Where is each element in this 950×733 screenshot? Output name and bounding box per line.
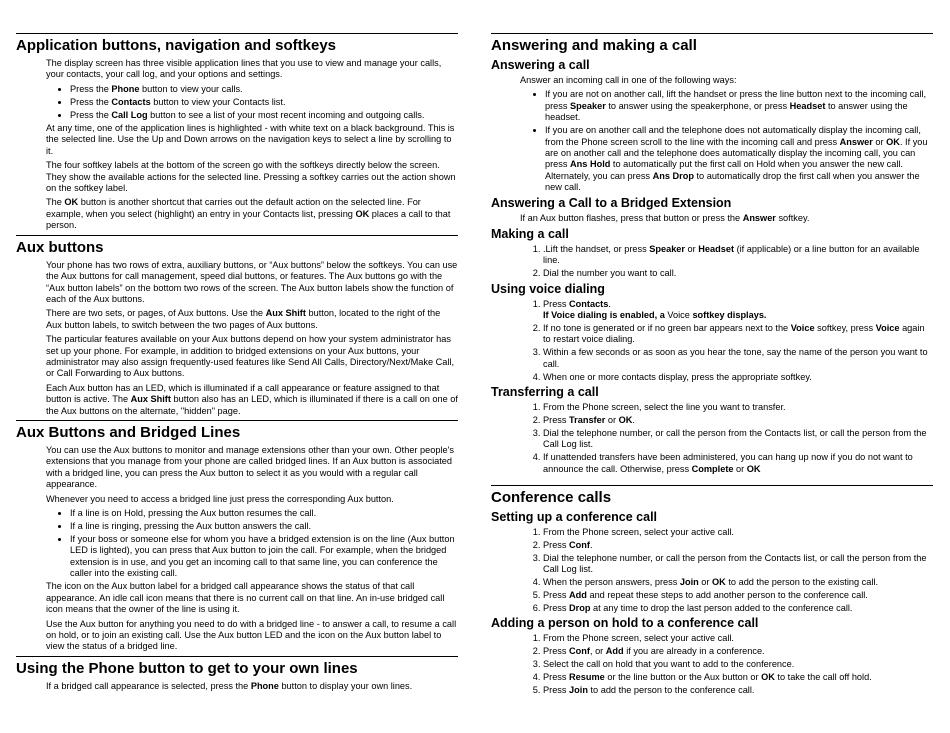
section-application-buttons	[16, 33, 458, 232]
bullet-list	[491, 89, 933, 193]
list-item: 3. Dial the telephone number, or call the person from the Contacts list, or call the person from the Call Log list.	[543, 428, 933, 451]
paragraph: Use the Aux button for anything you need to do with a bridged line - to answer a call, to resume a call on hold, or to join an existing call. Use the Aux button LED and the icon on the Aux button label to view the status of a bridged line.	[46, 618, 457, 652]
bold-term: OK	[712, 577, 726, 588]
list-item: 4. If unattended transfers have been administered, you can hang up now if you do not want to announce the call. Otherwise, press Complete or OK	[543, 452, 933, 475]
paragraph: Each Aux button has an LED, which is illuminated if a call appearance or feature assigned to that button is active. The Aux Shift button also has an LED, which is illuminated if there is a call on one of the Aux buttons on the alternate, "hidden" page.	[46, 382, 458, 416]
bold-term: Conf	[569, 646, 590, 657]
bold-term: OK	[746, 463, 761, 474]
bold-term: Aux Shift	[265, 308, 306, 319]
list-item: • Press the Contacts button to view your Contacts list.	[70, 97, 458, 108]
bold-term: OK	[618, 414, 633, 425]
paragraph: Your phone has two rows of extra, auxiliary buttons, or “Aux buttons” below the softkeys. You can use the Aux buttons for call management, speed dial buttons, or features. The Aux buttons go with the “Aux button labels” on the bottom two rows of the screen. The Aux button labels show the function of each of the Aux buttons.	[46, 259, 458, 304]
section-aux-buttons	[16, 235, 458, 417]
list-item: 2. Dial the number you want to call.	[543, 268, 933, 279]
bold-term: Add	[605, 646, 624, 657]
bold-term: Contacts	[111, 96, 151, 107]
section-title: Answering and making a call	[491, 37, 697, 54]
list-item: 3. Within a few seconds or as soon as you hear the tone, say the name of the person you want to call.	[543, 347, 933, 370]
list-item: 4. When the person answers, press Join or OK to add the person to the existing call.	[543, 577, 933, 588]
bold-term: Call Log	[111, 109, 148, 120]
list-item: • Press the Call Log button to see a list of your most recent incoming and outgoing calls.	[70, 110, 458, 121]
bold-term: Contacts	[569, 298, 609, 309]
bullet-list	[16, 508, 458, 579]
list-item: • If you are on another call and the telephone does not automatically display the incoming call, from the Phone screen scroll to the line with the incoming call and press Answer or OK. If you are on another call and the telephone does automatically display the incoming call, you can press Ans Hold to automatically put the first call on Hold when you answer the new call. Alternately, you can press Ans Drop to automatically drop the first call when you answer the new call.	[545, 125, 933, 193]
list-item: 4. Press Resume or the line button or the Aux button or OK to take the call off hold.	[543, 672, 933, 683]
section-title: Application buttons, navigation and softkeys	[16, 37, 337, 54]
bold-term: If Voice dialing is enabled, a	[543, 310, 668, 321]
section-title: Conference calls	[491, 488, 612, 506]
list-item: 3. Dial the telephone number, or call the person from the Contacts list, or call the person from the Call Log list.	[543, 553, 933, 576]
bold-term: Ans Drop	[652, 170, 694, 181]
numbered-list	[491, 633, 933, 696]
list-item: • If a line is ringing, pressing the Aux button answers the call.	[70, 521, 458, 532]
list-item: 4. When one or more contacts display, press the appropriate softkey.	[543, 372, 933, 383]
list-item: 1. From the Phone screen, select your active call.	[543, 633, 933, 644]
bold-term: Answer	[742, 212, 776, 223]
paragraph: If a bridged call appearance is selected, press the Phone button to display your own lines.	[46, 680, 413, 691]
list-item: • Press the Phone button to view your calls.	[70, 84, 458, 95]
bold-term: Ans Hold	[570, 159, 611, 170]
paragraph: The four softkey labels at the bottom of the screen go with the softkeys directly below the screen. They show the available actions for the selected line. Pressing a softkey carries out the action shown on the softkey label.	[46, 160, 456, 194]
list-item: • If you are not on another call, lift the handset or press the line button next to the incoming call, press Speaker to answer using the speakerphone, or press Headset to answer using the headset.	[545, 89, 933, 123]
list-item: 1. From the Phone screen, select your active call.	[543, 527, 933, 538]
list-item: 3. Select the call on hold that you want to add to the conference.	[543, 659, 933, 670]
list-item: 2. Press Transfer or OK.	[543, 415, 933, 426]
right-column	[491, 33, 933, 698]
bold-term: Phone	[111, 83, 140, 94]
bold-term: Aux Shift	[130, 394, 171, 405]
bold-term: OK	[355, 208, 370, 219]
bold-term: Add	[569, 590, 587, 600]
subsection-title: Setting up a conference call	[491, 509, 658, 524]
subsection-title: Answering a Call to a Bridged Extension	[491, 195, 732, 210]
bold-term: Join	[679, 577, 699, 588]
section-phone-button	[16, 656, 458, 692]
section-conference-calls	[491, 485, 933, 696]
paragraph: Whenever you need to access a bridged line just press the corresponding Aux button.	[46, 493, 394, 504]
list-item: 5. Press Add and repeat these steps to add another person to the conference call.	[543, 590, 933, 601]
bold-term: Voice	[875, 323, 900, 333]
list-item: 1. From the Phone screen, select the line you want to transfer.	[543, 402, 933, 413]
bold-term: OK	[886, 136, 900, 147]
bold-term: Join	[569, 684, 588, 695]
bold-term: OK	[761, 672, 775, 683]
bullet-list	[16, 84, 458, 121]
list-item: 2. Press Conf, or Add if you are already in a conference.	[543, 646, 933, 657]
list-item: 2. Press Conf.	[543, 540, 933, 551]
bold-term: Drop	[569, 602, 591, 613]
subsection-title: Adding a person on hold to a conference call	[491, 616, 759, 631]
bold-term: Headset	[789, 100, 826, 111]
left-column	[16, 33, 458, 695]
numbered-list	[491, 527, 933, 614]
paragraph: The OK button is another shortcut that carries out the default action on the selected line. For example, when you select (highlight) an entry in your Contacts list, pressing OK places a call to that person.	[46, 197, 451, 231]
bold-term: Headset	[698, 243, 735, 254]
paragraph: The icon on the Aux button label for a bridged call appearance shows the status of that call appearance. An idle call icon means that there is no current call on that line. An in-use bridged call icon means that the owner of the line is using it.	[46, 581, 445, 615]
numbered-list	[491, 402, 933, 475]
bold-term: Answer	[839, 136, 873, 147]
list-item: 1. Press Contacts. If Voice dialing is enabled, a Voice softkey displays.	[543, 299, 933, 322]
paragraph: If an Aux button flashes, press that button or press the Answer softkey.	[520, 212, 810, 223]
list-item: 2. If no tone is generated or if no green bar appears next to the Voice softkey, press Voice again to restart voice dialing.	[543, 323, 933, 346]
paragraph: Answer an incoming call in one of the following ways:	[520, 75, 737, 85]
list-item: • If a line is on Hold, pressing the Aux button resumes the call.	[70, 508, 458, 519]
bold-term: Speaker	[570, 100, 606, 111]
bold-term: Complete	[691, 463, 734, 474]
paragraph: The particular features available on your Aux buttons depend on how your system administrator has set up your phone. For example, in addition to bridged extensions on your Aux buttons, your administrator may also assign frequently-used features like Send All Calls, Directory/Next/Make Call, or Call Forwarding to Aux buttons.	[46, 334, 454, 379]
bold-term: Phone	[250, 680, 279, 691]
list-item: • If your boss or someone else for whom you have a bridged extension is on the line (Aux button LED is lighted), you can press that Aux button to join the call. For example, when the bridged extension is in use, and you get an incoming call to that same line, you can conference the caller into the existing call.	[70, 534, 458, 580]
section-answering-making	[491, 33, 933, 475]
numbered-list	[491, 244, 933, 280]
paragraph: The display screen has three visible application lines that you use to view and manage your calls, your contacts, your call log, and your options and settings.	[46, 58, 442, 80]
bold-term: softkey displays.	[689, 310, 767, 321]
paragraph: You can use the Aux buttons to monitor and manage extensions other than your own. Other people's extensions that you manage from your phone are called bridged lines. If an Aux button is associated with a bridged line, you can press the Aux button to select it as you would with a regular call appearance.	[46, 444, 454, 490]
bold-term: OK	[64, 197, 79, 208]
bold-term: Speaker	[649, 243, 685, 254]
list-item: 5. Press Join to add the person to the conference call.	[543, 685, 933, 696]
section-title: Using the Phone button to get to your own lines	[16, 659, 358, 677]
numbered-list	[491, 299, 933, 383]
paragraph: At any time, one of the application lines is highlighted - with white text on a black background. This is the selected line. Use the Up and Down arrows on the navigation keys to select a line by scrolling to it.	[46, 123, 455, 156]
section-title: Aux buttons	[16, 238, 104, 256]
list-item: 1. .Lift the handset, or press Speaker or Headset (if applicable) or a line button for an available line.	[543, 244, 933, 267]
bold-term: Conf	[569, 539, 590, 550]
bold-term: Resume	[569, 672, 605, 683]
paragraph: There are two sets, or pages, of Aux buttons. Use the Aux Shift button, located to the right of the Aux button labels, to switch between the two pages of Aux buttons.	[46, 308, 441, 330]
subsection-title: Making a call	[491, 226, 569, 241]
subsection-title: Answering a call	[491, 58, 590, 72]
section-title: Aux Buttons and Bridged Lines	[16, 423, 241, 441]
list-item: 6. Press Drop at any time to drop the last person added to the conference call.	[543, 603, 933, 614]
subsection-title: Transferring a call	[491, 385, 599, 400]
bold-term: Voice	[790, 323, 815, 333]
subsection-title: Using voice dialing	[491, 281, 605, 296]
section-aux-bridged-lines	[16, 420, 458, 653]
bold-term: Transfer	[569, 414, 606, 425]
